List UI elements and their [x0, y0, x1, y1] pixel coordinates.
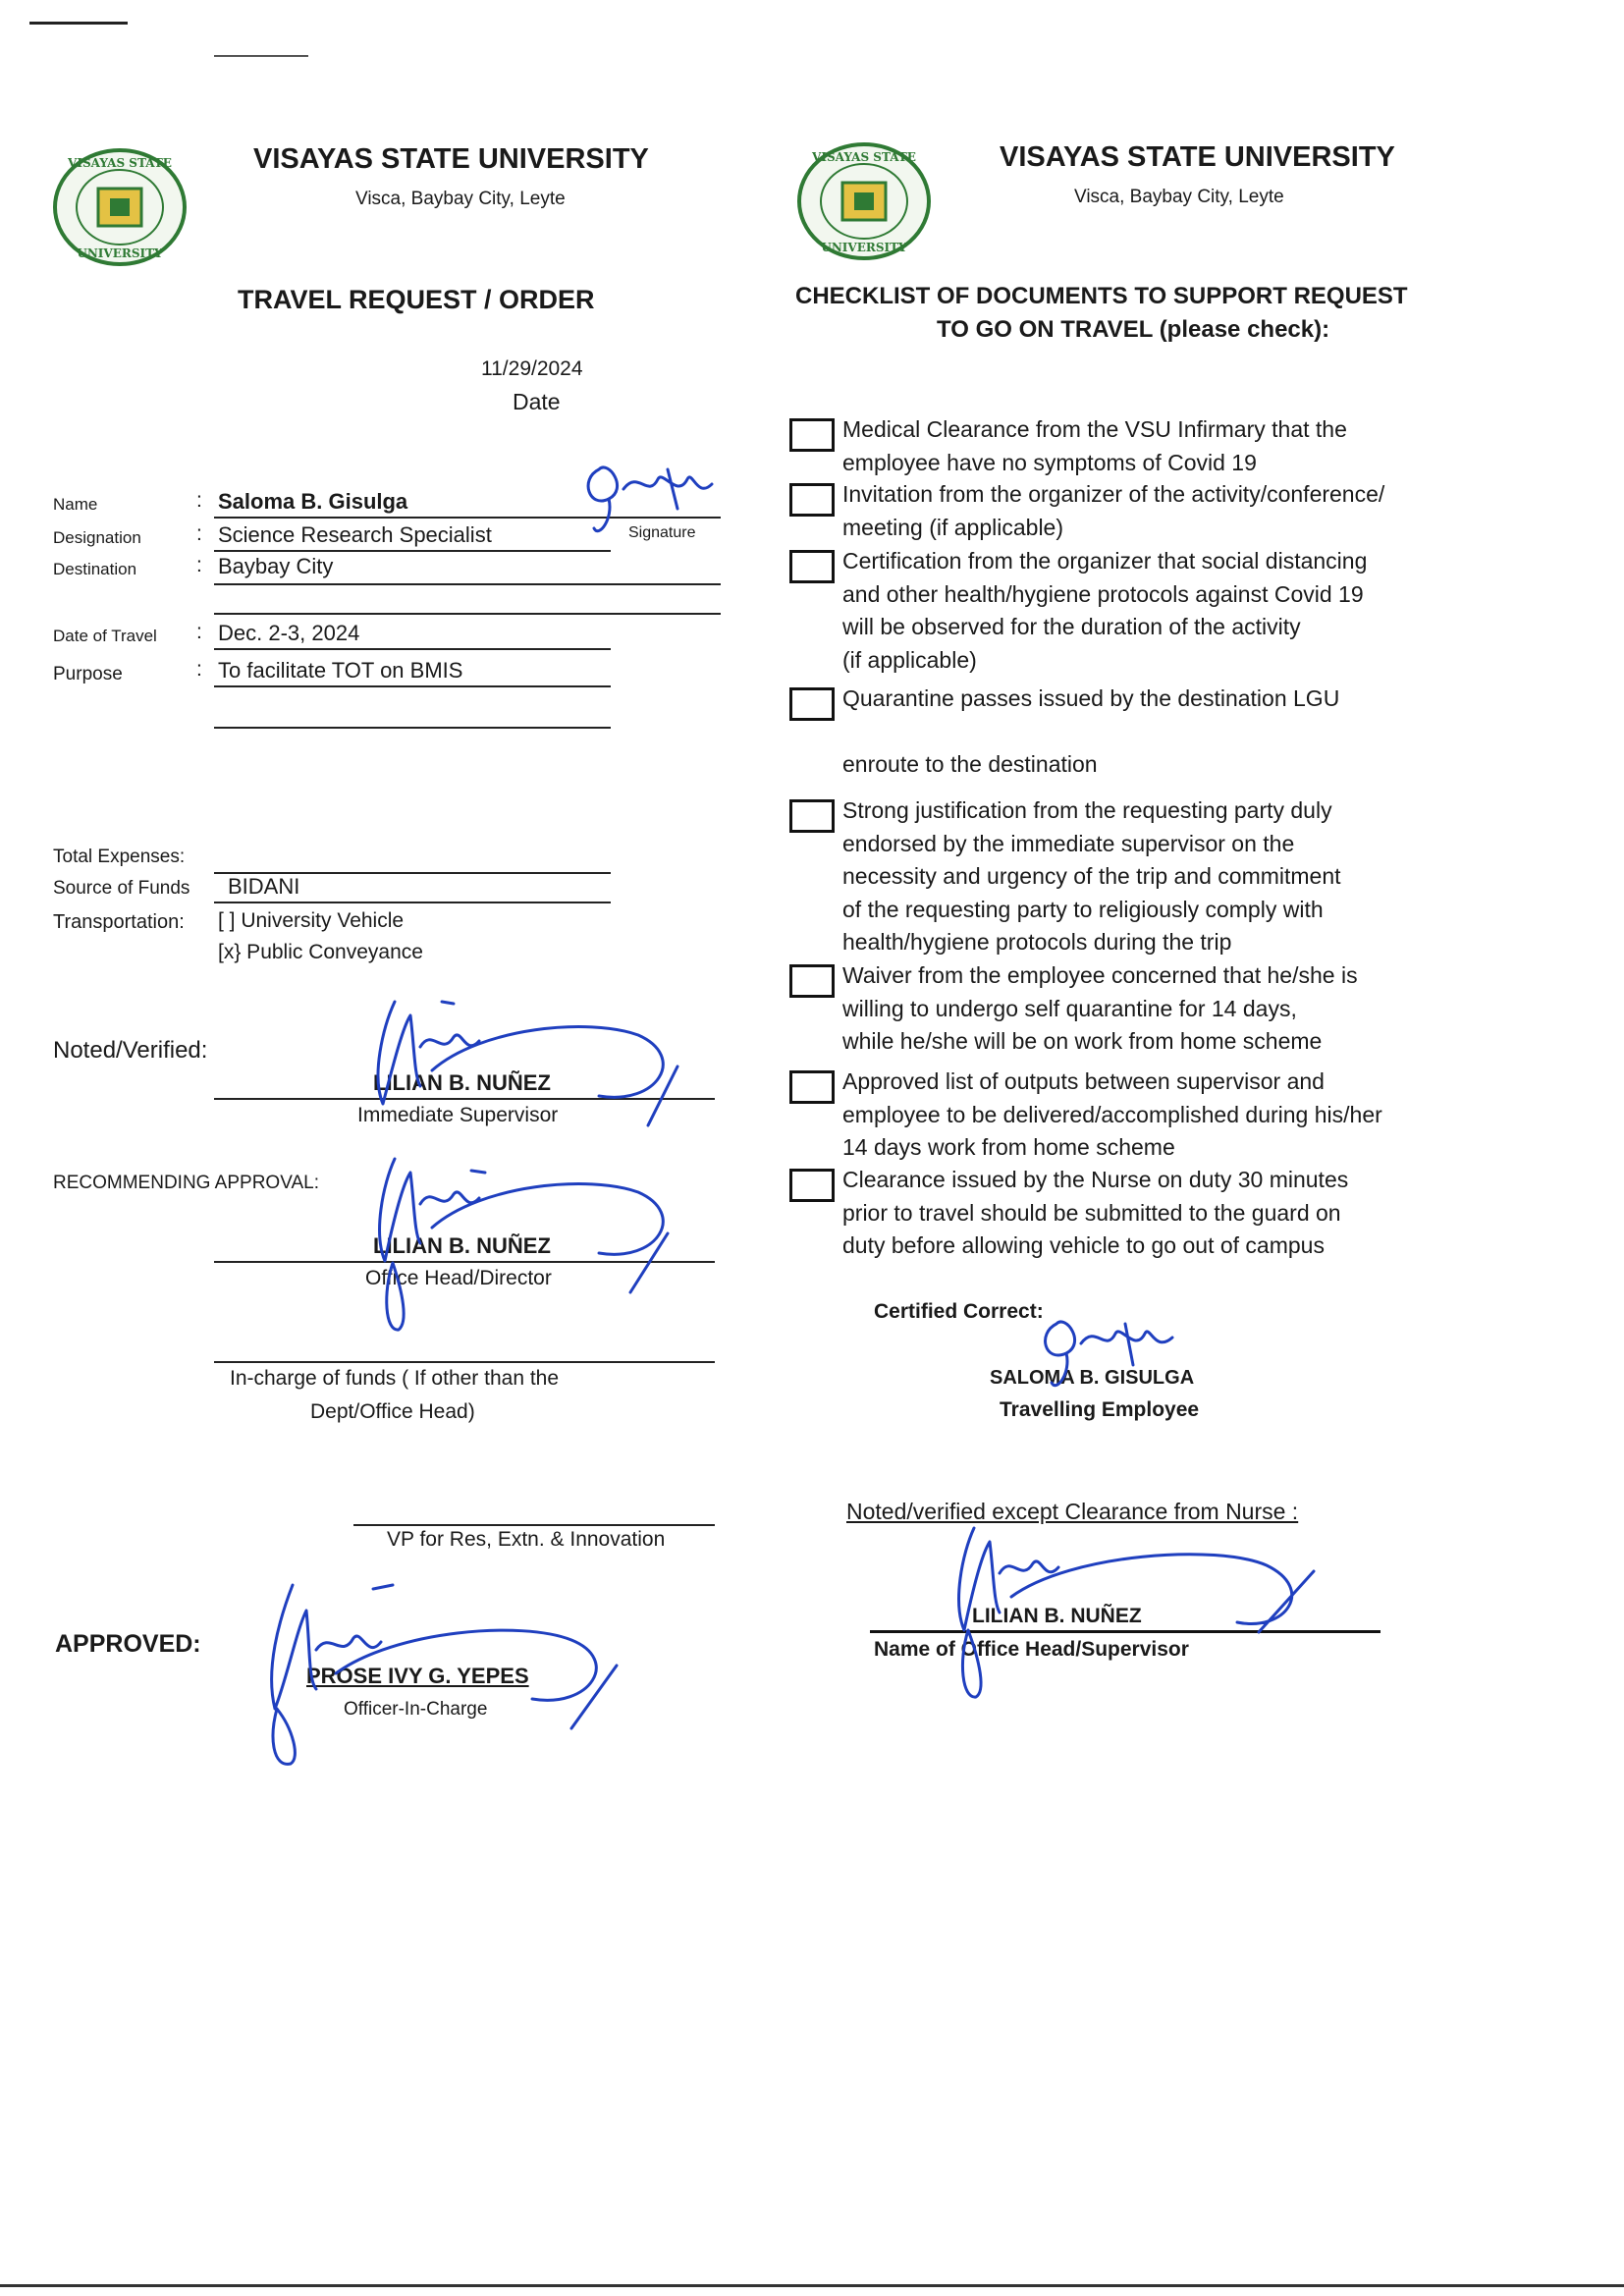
signature-saloma-icon — [1027, 1302, 1184, 1400]
head-name: LILIAN B. NUÑEZ — [972, 1605, 1142, 1627]
checklist-title-line2: TO GO ON TRAVEL (please check): — [937, 316, 1330, 343]
checklist-item-text: employee have no symptoms of Covid 19 — [842, 449, 1257, 475]
certified-name: SALOMA B. GISULGA — [990, 1367, 1195, 1389]
approved-name: PROSE IVY G. YEPES — [306, 1664, 529, 1688]
scan-mark — [0, 2284, 1624, 2287]
source-of-funds-value: BIDANI — [228, 874, 300, 899]
checklist-item-text: Strong justification from the requesting party duly — [842, 797, 1332, 823]
certified-title: Travelling Employee — [1000, 1398, 1200, 1421]
checklist-item-text: while he/she will be on work from home scheme — [842, 1028, 1323, 1054]
svg-text:UNIVERSITY: UNIVERSITY — [821, 241, 907, 254]
transportation-label: Transportation: — [53, 911, 185, 933]
scan-mark — [29, 22, 128, 25]
checklist-item-text: Waiver from the employee concerned that he/she is — [842, 962, 1358, 988]
university-seal-icon — [795, 141, 933, 261]
checklist-item-text: will be observed for the duration of the activity — [842, 614, 1301, 639]
head-title: Name of Office Head/Supervisor — [874, 1638, 1189, 1661]
destination-label: Destination — [53, 560, 137, 578]
designation-label: Designation — [53, 528, 141, 547]
svg-text:VISAYAS STATE: VISAYAS STATE — [68, 156, 172, 170]
noted-title: Immediate Supervisor — [357, 1104, 559, 1126]
checklist-item-text: health/hygiene protocols during the trip — [842, 929, 1232, 955]
svg-text:VISAYAS STATE: VISAYAS STATE — [812, 150, 916, 164]
source-of-funds-label: Source of Funds — [53, 878, 190, 899]
checklist-item-text: of the requesting party to religiously comply with — [842, 896, 1324, 922]
svg-text:UNIVERSITY: UNIVERSITY — [77, 246, 163, 260]
checklist-item-text: necessity and urgency of the trip and commitment — [842, 863, 1341, 889]
checklist-item-text: enroute to the destination — [842, 751, 1098, 777]
checklist-item-text: Clearance issued by the Nurse on duty 30 minutes — [842, 1167, 1349, 1192]
recommending-name: LILIAN B. NUÑEZ — [373, 1233, 551, 1258]
purpose-value: To facilitate TOT on BMIS — [218, 658, 463, 683]
checklist-item-text: duty before allowing vehicle to go out of campus — [842, 1232, 1325, 1258]
checklist-item-text: prior to travel should be submitted to the guard on — [842, 1199, 1341, 1226]
checklist-checkbox[interactable] — [789, 483, 835, 517]
checklist-checkbox[interactable] — [789, 799, 835, 833]
certified-label: Certified Correct: — [874, 1300, 1044, 1323]
date-of-travel-label: Date of Travel — [53, 627, 157, 645]
checklist-item-text: Medical Clearance from the VSU Infirmary that the — [842, 416, 1347, 442]
checklist-item-text: (if applicable) — [842, 646, 977, 673]
checklist-checkbox[interactable] — [789, 418, 835, 452]
university-seal-icon — [51, 147, 189, 267]
form-title: TRAVEL REQUEST / ORDER — [238, 285, 595, 314]
name-value: Saloma B. Gisulga — [218, 489, 408, 514]
checklist-item-text: Invitation from the organizer of the activity/conference/ — [842, 481, 1385, 507]
university-name: VISAYAS STATE UNIVERSITY — [253, 143, 649, 175]
signature-nunez-icon — [943, 1514, 1326, 1711]
vp-label: VP for Res, Extn. & Innovation — [387, 1528, 666, 1551]
noted-name: LILIAN B. NUÑEZ — [373, 1070, 551, 1095]
date-of-travel-value: Dec. 2-3, 2024 — [218, 621, 360, 645]
scan-mark — [214, 55, 308, 57]
approved-label: APPROVED: — [55, 1630, 201, 1658]
checklist-checkbox[interactable] — [789, 687, 835, 721]
date-label: Date — [513, 389, 561, 414]
checklist-item-text: endorsed by the immediate supervisor on the — [842, 830, 1295, 856]
funds-incharge-line2: Dept/Office Head) — [310, 1400, 475, 1423]
noted-except-label: Noted/verified except Clearance from Nurse : — [846, 1499, 1299, 1524]
university-name: VISAYAS STATE UNIVERSITY — [1000, 141, 1395, 173]
funds-incharge-line1: In-charge of funds ( If other than the — [230, 1367, 560, 1390]
university-address: Visca, Baybay City, Leyte — [1074, 187, 1284, 207]
checklist-item-text: Approved list of outputs between supervisor and — [842, 1068, 1325, 1094]
checklist-item-text: employee to be delivered/accomplished during his/her — [842, 1101, 1382, 1127]
designation-value: Science Research Specialist — [218, 522, 492, 547]
checklist-checkbox[interactable] — [789, 964, 835, 998]
checklist-item-text: meeting (if applicable) — [842, 514, 1064, 540]
checklist-item-text: 14 days work from home scheme — [842, 1134, 1175, 1160]
total-expenses-label: Total Expenses: — [53, 847, 186, 867]
signature-nunez-icon — [363, 988, 687, 1135]
transport-option-public-conveyance: [x} Public Conveyance — [218, 941, 423, 963]
noted-verified-label: Noted/Verified: — [53, 1037, 208, 1064]
recommending-approval-label: RECOMMENDING APPROVAL: — [53, 1173, 319, 1193]
checklist-checkbox[interactable] — [789, 1070, 835, 1104]
signature-label: Signature — [628, 524, 696, 541]
checklist-item-text: Certification from the organizer that social distancing — [842, 548, 1368, 574]
checklist-item-text: Quarantine passes issued by the destination LGU — [842, 685, 1340, 711]
signature-saloma-icon — [569, 450, 727, 544]
destination-value: Baybay City — [218, 554, 334, 578]
purpose-label: Purpose — [53, 664, 123, 684]
name-label: Name — [53, 495, 98, 514]
recommending-title: Office Head/Director — [365, 1267, 552, 1289]
approved-title: Officer-In-Charge — [344, 1699, 488, 1720]
signature-nunez-icon — [363, 1145, 687, 1341]
checklist-checkbox[interactable] — [789, 550, 835, 583]
checklist-item-text: willing to undergo self quarantine for 14 days, — [842, 995, 1297, 1021]
checklist-title-line1: CHECKLIST OF DOCUMENTS TO SUPPORT REQUEST — [795, 283, 1408, 309]
date-value: 11/29/2024 — [481, 357, 583, 380]
signature-yepes-icon — [257, 1571, 630, 1768]
transport-option-university-vehicle: [ ] University Vehicle — [218, 909, 405, 932]
university-address: Visca, Baybay City, Leyte — [355, 189, 566, 209]
checklist-checkbox[interactable] — [789, 1169, 835, 1202]
checklist-item-text: and other health/hygiene protocols against Covid 19 — [842, 580, 1364, 607]
